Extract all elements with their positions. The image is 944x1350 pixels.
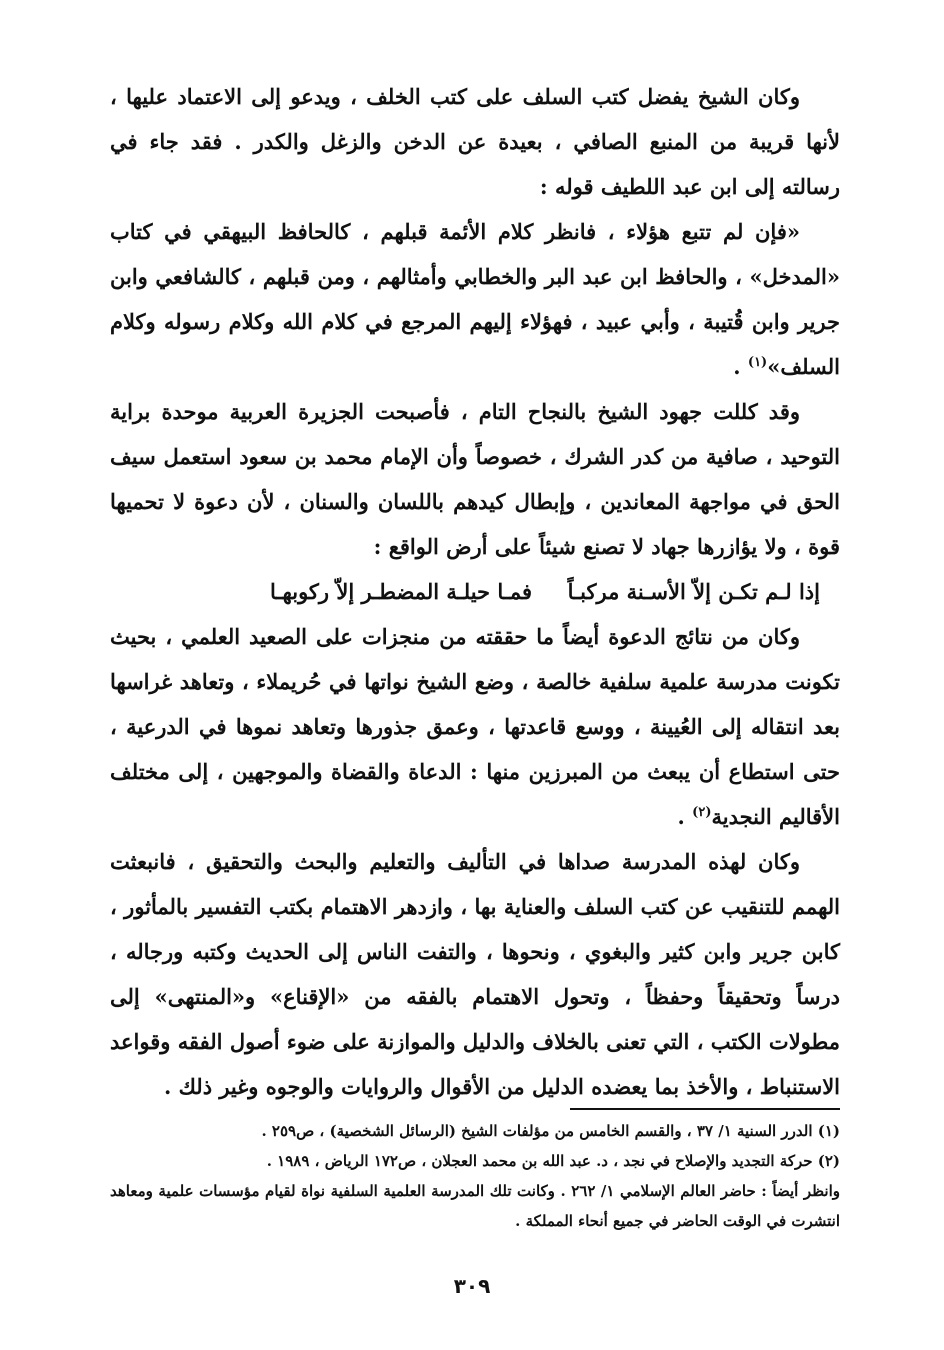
footnote-divider xyxy=(570,1108,840,1110)
page-number: ٣٠٩ xyxy=(453,1274,491,1298)
paragraph-3: وقد كللت جهود الشيخ بالنجاح التام ، فأصبحت الجزيرة العربية موحدة براية التوحيد ، صافية من كدر الشرك ، خصوصاً وأن الإمام محمد بن سعود استعمل سيف الحق في مواجهة المعاندين ، وإبطال كيدهم باللسان والسنان ، لأن دعوة لا تحميها قوة ، ولا يؤازرها جهاد لا تصنع شيئاً على أرض الواقع : xyxy=(110,399,840,559)
paragraph-1: وكان الشيخ يفضل كتب السلف على كتب الخلف ، ويدعو إلى الاعتماد عليها ، لأنها قريبة من المنبع الصافي ، بعيدة عن الدخن والزغل والكدر . فقد جاء في رسالته إلى ابن عبد اللطيف قوله : xyxy=(110,84,840,199)
poem-verse xyxy=(110,569,840,614)
footnote-2: (٢) حركة التجديد والإصلاح في نجد ، د. عبد الله بن محمد العجلان ، ص١٧٢ الرياض ، ١٩٨٩ . xyxy=(266,1152,840,1170)
paragraph-4 xyxy=(110,614,840,839)
footnote-1: (١) الدرر السنية ١/ ٣٧ ، والقسم الخامس من مؤلفات الشيخ (الرسائل الشخصية) ، ص٢٥٩ . xyxy=(261,1122,840,1140)
footnote-ref-1: (١) xyxy=(747,355,768,370)
footnote-2-continuation: وانظر أيضاً : حاضر العالم الإسلامي ١/ ٢٦٢ . وكانت تلك المدرسة العلمية السلفية نواة لقيام مؤسسات علمية ومعاهد انتشرت في الوقت الحاضر في جميع أنحاء المملكة . xyxy=(110,1182,840,1230)
footnote-ref-2: (٢) xyxy=(692,805,712,820)
poem-first-hemistich: إذا لـم تكـن إلاّ الأسـنة مركبـاً xyxy=(567,579,820,604)
paragraph-4-end: . xyxy=(677,804,693,829)
main-text xyxy=(110,74,840,1109)
quote-text: «فإن لم تتبع هؤلاء ، فانظر كلام الأئمة قبلهم ، كالحافظ البيهقي في كتاب «المدخل» ، والحافظ ابن عبد البر والخطابي وأمثالهم ، ومن قبلهم ، كالشافعي وابن جرير وابن قُتيبة ، وأبي عبيد ، فهؤلاء إليهم المرجع في كلام الله وكلام رسوله وكلام السلف» xyxy=(110,219,840,379)
footnotes xyxy=(110,1108,840,1236)
quote-paragraph xyxy=(110,209,840,389)
quote-end: . xyxy=(733,354,748,379)
poem-second-hemistich: فمـا حيلـة المضطـر إلاّ ركوبهـا xyxy=(270,579,533,604)
paragraph-4-text: وكان من نتائج الدعوة أيضاً ما حققته من منجزات على الصعيد العلمي ، بحيث تكونت مدرسة علمية سلفية خالصة ، وضع الشيخ نواتها في حُريملاء ، وتعاهد غراسها بعد انتقاله إلى العُيينة ، ووسع قاعدتها ، وعمق جذورها وتعاهد نموها في الدرعية ، حتى استطاع أن يبعث من المبرزين منها : الدعاة والقضاة والموجهين ، إلى مختلف الأقاليم النجدية xyxy=(110,624,840,829)
paragraph-5: وكان لهذه المدرسة صداها في التأليف والتعليم والبحث والتحقيق ، فانبعثت الهمم للتنقيب عن كتب السلف والعناية بها ، وازدهر الاهتمام بكتب التفسير بالمأثور ، كابن جرير وابن كثير والبغوي ، ونحوها ، والتفت الناس إلى الحديث وكتبه ورجاله ، درساً وتحقيقاً وحفظاً ، وتحول الاهتمام بالفقه من «الإقناع» و«المنتهى» إلى مطولات الكتب ، التي تعنى بالخلاف والدليل والموازنة على ضوء أصول الفقه وقواعد الاستنباط ، والأخذ بما يعضده الدليل من الأقوال والروايات والوجوه وغير ذلك . xyxy=(110,849,840,1099)
